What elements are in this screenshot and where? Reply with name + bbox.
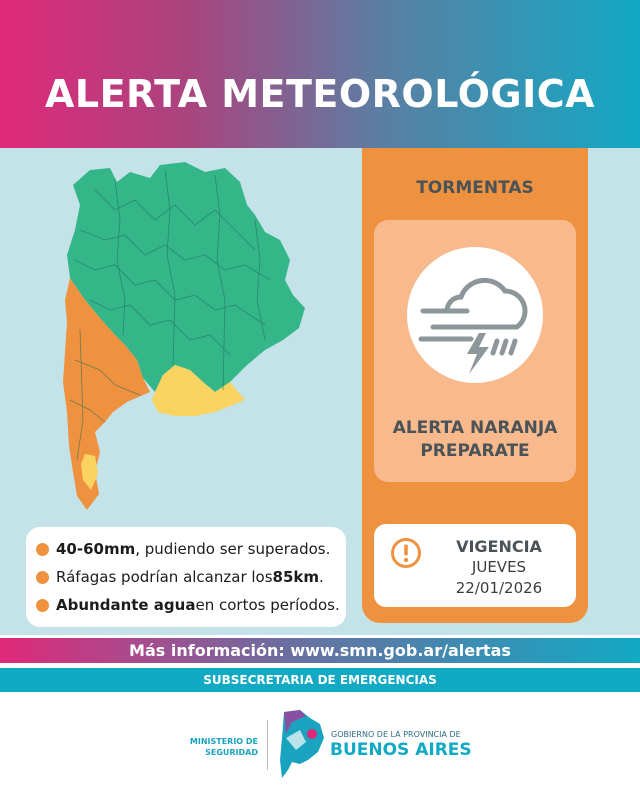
storm-cloud-icon xyxy=(407,247,543,383)
alert-card xyxy=(362,148,588,623)
validity-date: 22/01/2026 xyxy=(455,579,543,597)
province-map xyxy=(55,160,315,520)
alert-level-card xyxy=(374,220,576,482)
buenos-aires-text: BUENOS AIRES xyxy=(330,740,472,760)
footer xyxy=(0,692,640,800)
validity-title: VIGENCIA xyxy=(456,537,542,556)
alert-level: ALERTA NARANJA PREPARATE xyxy=(392,418,558,461)
list-item: Abundante agua en cortos períodos. xyxy=(36,591,336,619)
gobierno-text: GOBIERNO DE LA PROVINCIA DE xyxy=(331,730,461,739)
list-item: Ráfagas podrían alcanzar los 85km . xyxy=(36,563,336,591)
page-title: ALERTA METEOROLÓGICA xyxy=(44,72,596,116)
validity-box xyxy=(374,524,576,607)
ministerio-logo-text: MINISTERIO DE SEGURIDAD xyxy=(189,737,258,757)
icon-circle xyxy=(407,247,543,383)
subsecretaria-banner: SUBSECRETARIA DE EMERGENCIAS xyxy=(0,668,640,692)
footer-divider xyxy=(267,720,268,770)
list-item: 40-60mm , pudiendo ser superados. xyxy=(36,535,336,563)
header-banner xyxy=(0,0,640,148)
event-type: TORMENTAS xyxy=(416,178,534,198)
alert-details-list xyxy=(26,527,346,627)
warning-icon xyxy=(390,537,422,569)
bullet-dot-icon xyxy=(36,599,49,612)
more-info-banner: Más información: www.smn.gob.ar/alertas xyxy=(0,638,640,663)
province-logo-icon xyxy=(276,708,328,780)
validity-day: JUEVES xyxy=(471,558,527,576)
bullet-dot-icon xyxy=(36,543,49,556)
bullet-dot-icon xyxy=(36,571,49,584)
